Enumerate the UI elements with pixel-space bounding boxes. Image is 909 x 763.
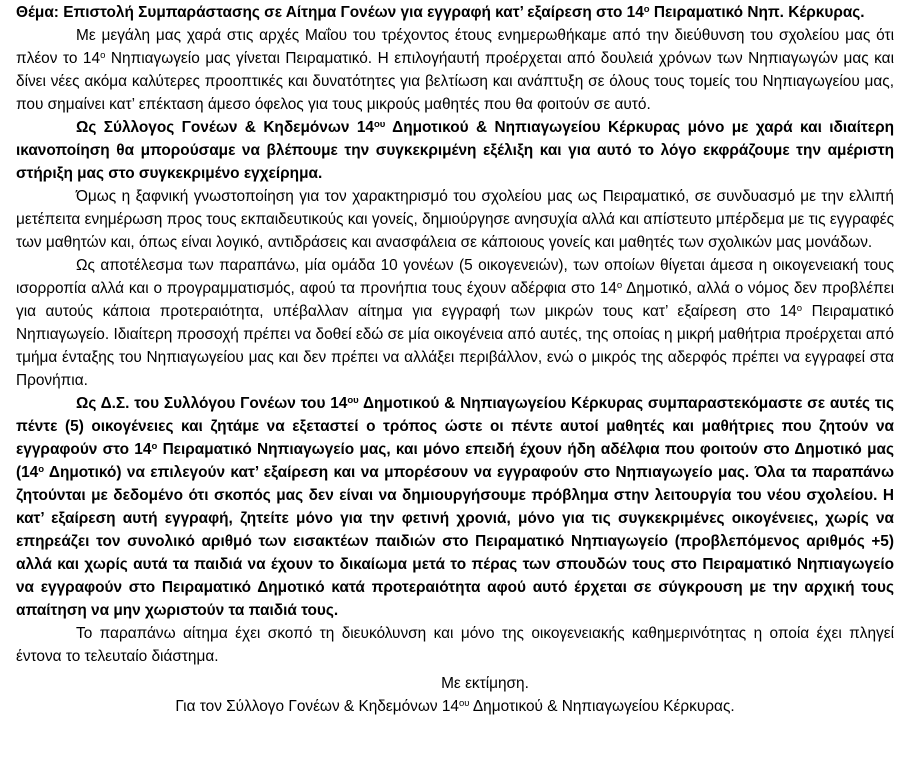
paragraph-text: Ως Δ.Σ. του Συλλόγου Γονέων του 14 <box>76 395 348 412</box>
letter-document <box>16 1 894 718</box>
paragraph-support <box>16 116 894 185</box>
superscript: ου <box>347 394 359 406</box>
paragraph-concern <box>16 185 894 254</box>
paragraph-text: Δημοτικού & Νηπιαγωγείου Κέρκυρας μόνο με χαρά και ιδιαίτερη ικανοποίηση θα μπορούσαμε να βλέπουμε την συγκεκριμένη εξέλιξη και για αυτό το λόγο εκφράζουμε την αμέριστη στήριξη μας στο συγκεκριμένο εγχείρημα. <box>16 119 894 182</box>
paragraph-text: Δημοτικό, αλλά ο νόμος δεν προβλέπει για αυτούς κάποια προτεραιότητα, υπέβαλλαν αίτημα για εγγραφή των μικρών τους κατ’ εξαίρεση στο 14 <box>16 280 894 320</box>
subject-text: Θέμα: Επιστολή Συμπαράστασης σε Αίτημα Γονέων για εγγραφή κατ’ εξαίρεση στο 14 <box>16 4 644 21</box>
closing-regards <box>16 672 894 695</box>
signature-text-end: Δημοτικού & Νηπιαγωγείου Κέρκυρας. <box>469 698 735 715</box>
superscript: ου <box>373 118 386 130</box>
superscript: ο <box>643 3 650 15</box>
closing-text: Με εκτίμηση. <box>441 675 529 692</box>
superscript: ο <box>616 279 623 291</box>
superscript: ο <box>796 302 803 314</box>
paragraph-text: Πειραματικό Νηπιαγωγείο μας, και μόνο επειδή έχουν ήδη αδέλφια που φοιτούν στο Δημοτικό μας (14 <box>16 441 894 481</box>
subject-text-end: Πειραματικό Νηπ. Κέρκυρας. <box>649 4 865 21</box>
superscript: ο <box>38 463 45 475</box>
paragraph-text: Νηπιαγωγείο μας γίνεται Πειραματικό. Η επιλογήαυτή προέρχεται από δουλειά χρόνων των Νηπιαγωγών μας και δίνει νέες ακόμα καλύτερες προοπτικές και δυνατότητες για βελτίωση και ανάπτυξη σε όλους τους τομείς του Νηπιαγωγείου μας, που σημαίνει κατ’ επέκταση άμεσο όφελος για τους μικρούς μαθητές που θα φοιτούν σε αυτό. <box>16 50 895 113</box>
paragraph-text: Ως Σύλλογος Γονέων & Κηδεμόνων 14 <box>76 119 374 136</box>
superscript: ου <box>458 697 470 709</box>
superscript: ο <box>151 440 158 452</box>
subject-line <box>16 1 894 24</box>
paragraph-text: Ως αποτέλεσμα των παραπάνω, μία ομάδα 10 γονέων (5 οικογενειών), των οποίων θίγεται άμεσα η οικογενειακή τους ισορροπία αλλά και ο προγραμματισμός, αφού τα προνήπια τους έχουν αδέρφια στο 14 <box>16 257 894 297</box>
paragraph-text: Πειραματικό Νηπιαγωγείο. Ιδιαίτερη προσοχή πρέπει να δοθεί εδώ σε μία οικογένεια από αυτές, της οποίας η μικρή μαθήτρια προέρχεται από τμήμα ένταξης του Νηπιαγωγείου μας και δεν πρέπει να αλλάξει περιβάλλον, ενώ ο μικρός της αδερφός πρέπει να εγγραφεί στα Προνήπια. <box>16 303 894 389</box>
signature-text: Για τον Σύλλογο Γονέων & Κηδεμόνων 14 <box>175 698 459 715</box>
paragraph-board-position <box>16 392 894 622</box>
paragraph-announcement <box>16 24 894 116</box>
paragraph-text: Το παραπάνω αίτημα έχει σκοπό τη διευκόλυνση και μόνο της οικογενειακής καθημερινότητας η οποία έχει πληγεί έντονα το τελευταίο διάστημα. <box>16 625 894 665</box>
closing-signature <box>16 695 894 718</box>
paragraph-text: Δημοτικό) να επιλεγούν κατ’ εξαίρεση και να μπορέσουν να εγγραφούν στο Νηπιαγωγείο μας. Όλα τα παραπάνω ζητούνται με δεδομένο ότι σκοπός μας δεν είναι να δημιουργήσουμε πρόβλημα στην λειτουργία του νέου σχολείου. Η κατ’ εξαίρεση αυτή εγγραφή, ζητείτε μόνο για την φετινή χρονιά, μόνο για τις συγκεκριμένες οικογένειες, χωρίς να επηρεάζει τον συνολικό αριθμό των εισακτέων παιδιών στο Πειραματικό Νηπιαγωγείο (προβλεπόμενος αριθμός +5) αλλά και χωρίς αυτά τα παιδιά να έχουν το δικαίωμα μετά το πέρας των σπουδών τους στο Πειραματικό Νηπιαγωγείο να εγγραφούν στο Πειραματικό Δημοτικό κατά προτεραιότητα αφού αυτό έρχεται σε σύγκρουση με την αρχική τους απαίτηση να μην χωριστούν τα παιδιά τους. <box>16 464 894 619</box>
paragraph-text: Όμως η ξαφνική γνωστοποίηση για τον χαρακτηρισμό του σχολείου μας ως Πειραματικό, σε συνδυασμό με την ελλιπή μετέπειτα ενημέρωση προς τους εκπαιδευτικούς και γονείς, δημιούργησε ανησυχία αλλά και απίστευτο μπέρδεμα με τις εγγραφές των μαθητών και, όπως είναι λογικό, αντιδράσεις και ανασφάλεια σε κάποιους γονείς και μαθητές των σχολικών μας μονάδων. <box>16 188 894 251</box>
paragraph-text: Με μεγάλη μας χαρά στις αρχές Μαΐου του τρέχοντος έτους ενημερωθήκαμε από την διεύθυνση του σχολείου μας ότι πλέον το 14 <box>16 27 894 67</box>
paragraph-text: Δημοτικού & Νηπιαγωγείου Κέρκυρας συμπαραστεκόμαστε σε αυτές τις πέντε (5) οικογένειες και ζητάμε να εξεταστεί ο τρόπος ώστε οι πέντε αυτοί μαθητές και μαθήτριες που ζητούν να εγγραφούν στο 14 <box>16 395 895 458</box>
superscript: ο <box>100 49 106 61</box>
paragraph-purpose <box>16 622 894 668</box>
paragraph-request-background <box>16 254 894 392</box>
